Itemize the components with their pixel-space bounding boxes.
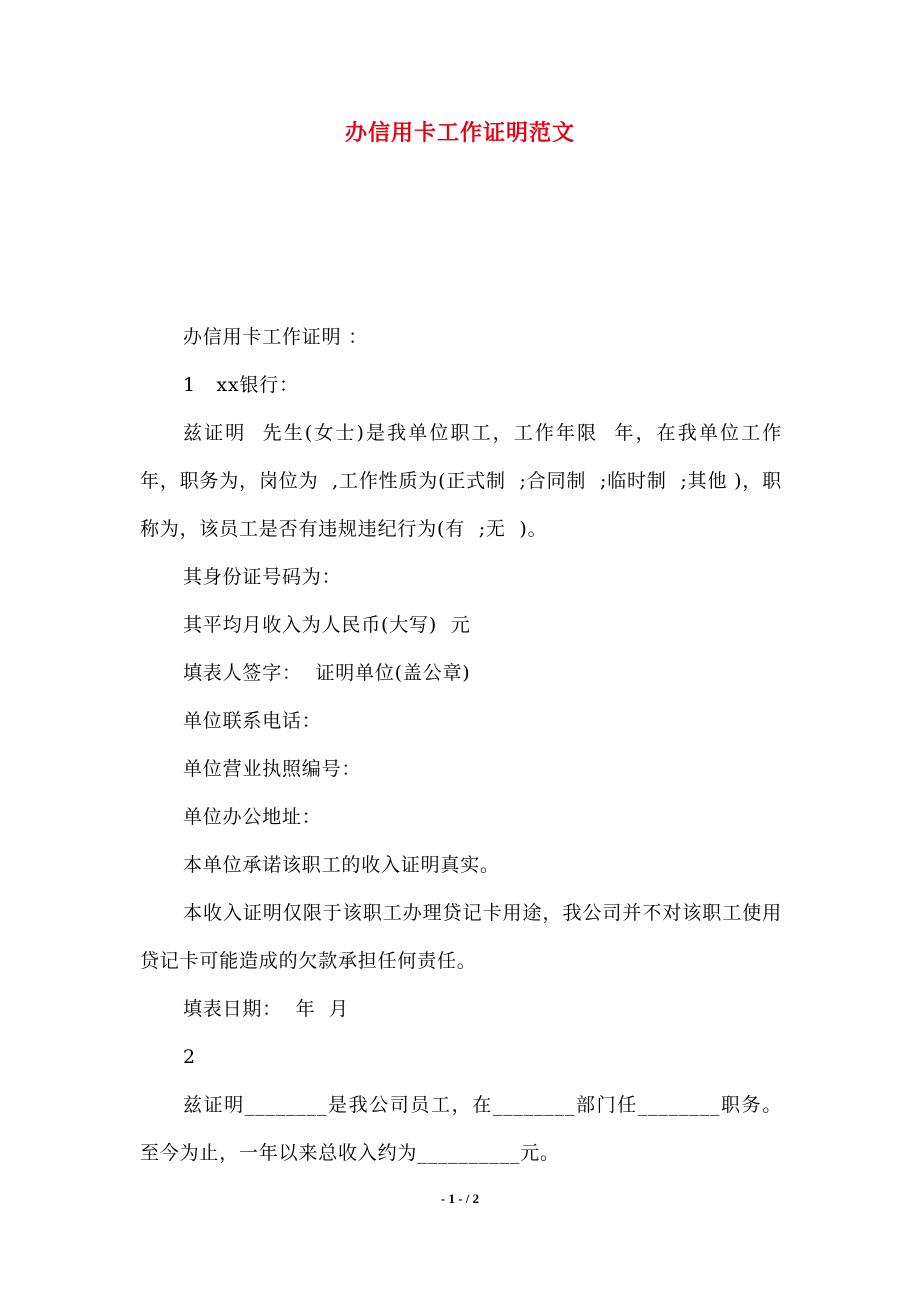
paragraph-monthly-income: 其平均月收入为人民币(大写) 元 [183,614,471,636]
paragraph-section-number: 2 [183,1046,196,1068]
paragraph-license-number: 单位营业执照编号： [183,758,362,780]
paragraph-date: 填表日期： 年 月 [183,998,349,1020]
paragraph-disclaimer: 本收入证明仅限于该职工办理贷记卡用途，我公司并不对该职工使用贷记卡可能造成的欠款承担任何责任。 [140,902,782,972]
paragraph-certification-2: 兹证明________是我公司员工，在________部门任________职务。至今为止，一年以来总收入约为__________元。 [140,1094,782,1164]
paragraph-employment-details: 兹证明 先生(女士)是我单位职工，工作年限 年，在我单位工作 年，职务为，岗位为 ,工作性质为(正式制 ;合同制 ;临时制 ;其他 )，职称为，该员工是否有违规违纪行为(有 ;无 )。 [140,422,796,540]
paragraph-commitment: 本单位承诺该职工的收入证明真实。 [183,854,500,876]
paragraph-heading: 办信用卡工作证明 ： [183,326,369,348]
paragraph-phone: 单位联系电话： [183,710,322,732]
page-number: - 1 - / 2 [440,1191,480,1206]
paragraph-signature: 填表人签字： 证明单位(盖公章) [183,662,471,684]
document-body [140,313,796,1177]
paragraph-address: 单位办公地址： [183,806,322,828]
document-title: 办信用卡工作证明范文 [344,121,575,146]
paragraph-bank: 1 xx银行： [183,374,299,396]
paragraph-id-number: 其身份证号码为： [183,566,342,588]
